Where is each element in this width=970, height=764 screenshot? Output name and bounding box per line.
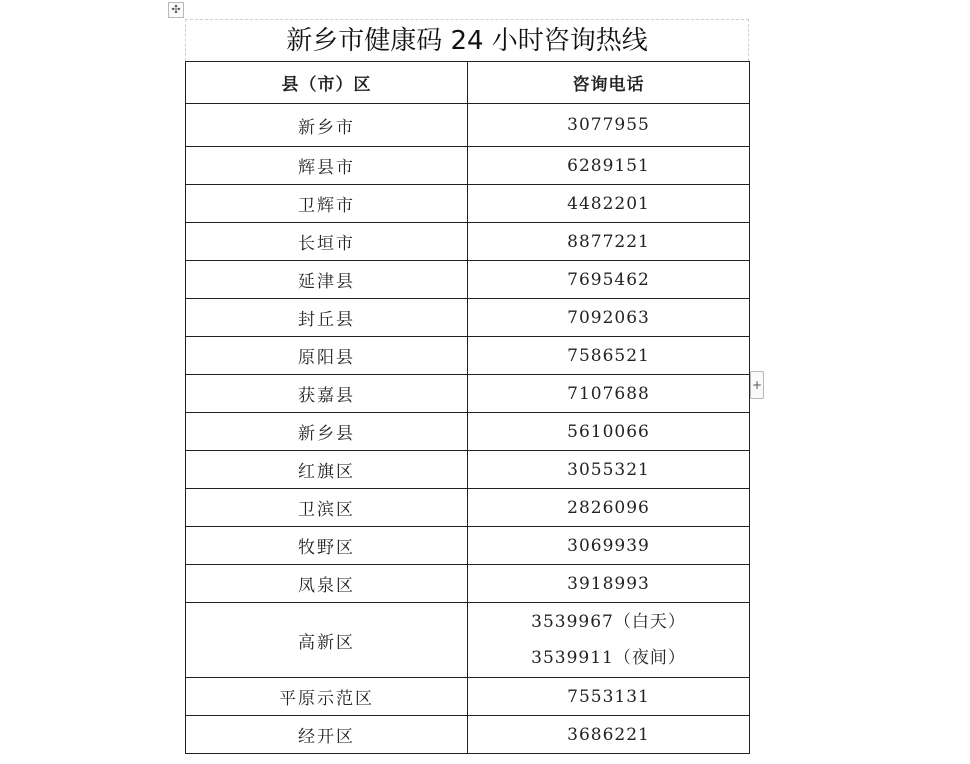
district-cell: 凤泉区 bbox=[186, 565, 468, 603]
phone-cell bbox=[468, 603, 750, 678]
table-row bbox=[186, 185, 750, 223]
district-cell: 辉县市 bbox=[186, 147, 468, 185]
phone-cell: 6289151 bbox=[468, 147, 750, 185]
table-row bbox=[186, 337, 750, 375]
phone-cell: 3077955 bbox=[468, 104, 750, 147]
table-row bbox=[186, 451, 750, 489]
district-cell: 卫滨区 bbox=[186, 489, 468, 527]
phone-cell: 7107688 bbox=[468, 375, 750, 413]
table-body bbox=[186, 104, 750, 754]
phone-cell: 7695462 bbox=[468, 261, 750, 299]
district-cell: 新乡县 bbox=[186, 413, 468, 451]
district-cell: 高新区 bbox=[186, 603, 468, 678]
table-row bbox=[186, 104, 750, 147]
district-cell: 牧野区 bbox=[186, 527, 468, 565]
district-cell: 新乡市 bbox=[186, 104, 468, 147]
table-row bbox=[186, 527, 750, 565]
page-title: 新乡市健康码 24 小时咨询热线 bbox=[185, 19, 749, 61]
district-cell: 经开区 bbox=[186, 716, 468, 754]
district-cell: 封丘县 bbox=[186, 299, 468, 337]
district-cell: 平原示范区 bbox=[186, 678, 468, 716]
table-row bbox=[186, 678, 750, 716]
phone-cell: 7092063 bbox=[468, 299, 750, 337]
district-cell: 延津县 bbox=[186, 261, 468, 299]
phone-cell: 4482201 bbox=[468, 185, 750, 223]
phone-cell: 3069939 bbox=[468, 527, 750, 565]
table-row bbox=[186, 603, 750, 678]
district-cell: 红旗区 bbox=[186, 451, 468, 489]
table-row bbox=[186, 375, 750, 413]
hotline-table bbox=[185, 61, 750, 754]
phone-cell: 5610066 bbox=[468, 413, 750, 451]
table-row bbox=[186, 261, 750, 299]
phone-number: 3539911（夜间） bbox=[531, 648, 686, 668]
phone-cell: 7586521 bbox=[468, 337, 750, 375]
table-row bbox=[186, 413, 750, 451]
table-row bbox=[186, 489, 750, 527]
district-cell: 获嘉县 bbox=[186, 375, 468, 413]
district-cell: 原阳县 bbox=[186, 337, 468, 375]
phone-cell: 3055321 bbox=[468, 451, 750, 489]
phone-cell: 2826096 bbox=[468, 489, 750, 527]
table-row bbox=[186, 299, 750, 337]
table-header-row bbox=[186, 62, 750, 104]
table-row bbox=[186, 565, 750, 603]
header-phone: 咨询电话 bbox=[468, 62, 750, 104]
phone-cell: 7553131 bbox=[468, 678, 750, 716]
phone-number: 3539967（白天） bbox=[531, 612, 686, 632]
table-row bbox=[186, 147, 750, 185]
district-cell: 卫辉市 bbox=[186, 185, 468, 223]
phone-cell: 3686221 bbox=[468, 716, 750, 754]
district-cell: 长垣市 bbox=[186, 223, 468, 261]
table-row bbox=[186, 223, 750, 261]
table-move-handle-icon[interactable]: ✣ bbox=[168, 2, 184, 18]
add-row-plus-icon[interactable]: + bbox=[750, 371, 764, 399]
header-district: 县（市）区 bbox=[186, 62, 468, 104]
phone-cell: 3918993 bbox=[468, 565, 750, 603]
table-row bbox=[186, 716, 750, 754]
phone-cell: 8877221 bbox=[468, 223, 750, 261]
